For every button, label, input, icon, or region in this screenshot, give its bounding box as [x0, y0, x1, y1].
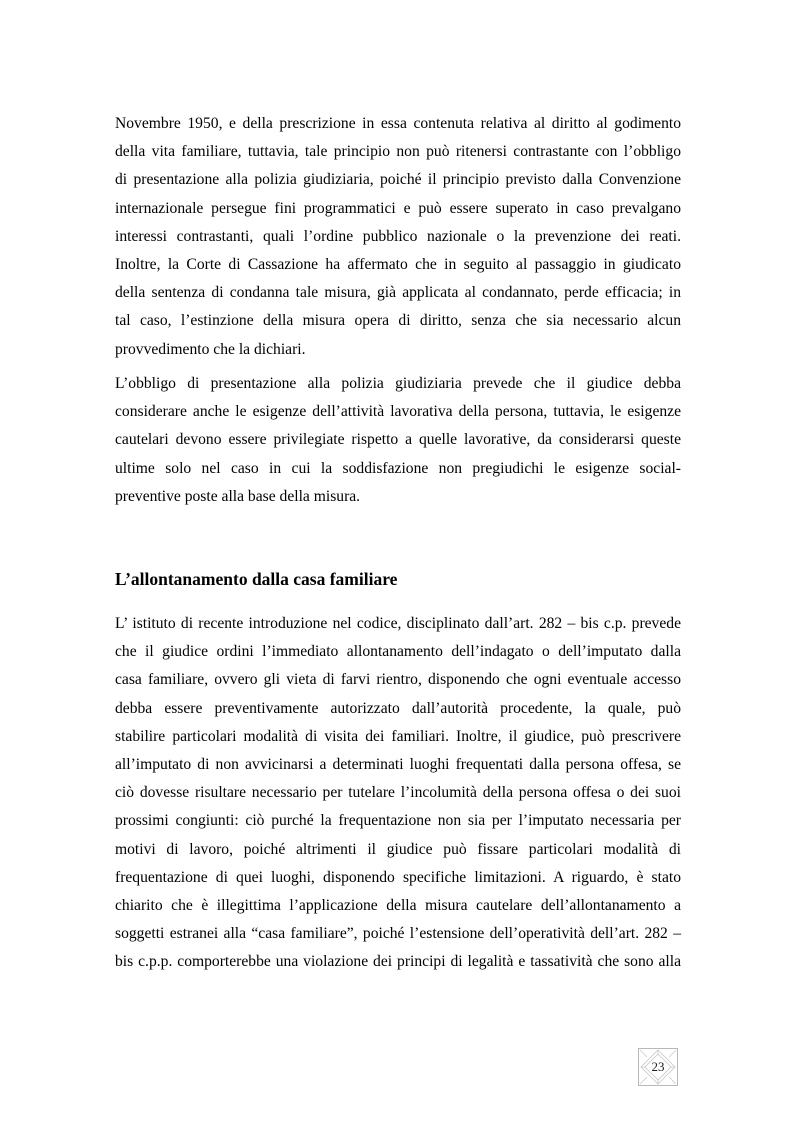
- text-line: debba essere preventivamente autorizzato dall’autorità procedente, la quale, può: [115, 699, 681, 717]
- text-line: prossimi congiunti: ciò purché la frequentazione non sia per l’imputato necessaria per: [115, 812, 681, 830]
- text-line: che il giudice ordini l’immediato allontanamento dell’indagato o dell’imputato dalla: [115, 643, 681, 661]
- section-heading: L’allontanamento dalla casa familiare: [115, 569, 398, 589]
- text-line: considerare anche le esigenze dell’attività lavorativa della persona, tuttavia, le esigenze: [115, 403, 681, 421]
- text-line: Novembre 1950, e della prescrizione in essa contenuta relativa al diritto al godimento: [115, 115, 681, 132]
- text-line: all’imputato di non avvicinarsi a determinati luoghi frequentati dalla persona offesa, se: [115, 755, 681, 773]
- text-line: di presentazione alla polizia giudiziaria, poiché il principio previsto dalla Convenzione: [115, 171, 681, 189]
- text-line: stabilire particolari modalità di visita dei familiari. Inoltre, il giudice, può prescrivere: [115, 727, 681, 745]
- text-line: bis c.p.p. comporterebbe una violazione dei principi di legalità e tassatività che sono alla: [115, 953, 681, 971]
- text-line: L’obbligo di presentazione alla polizia giudiziaria prevede che il giudice debba: [115, 375, 681, 392]
- page-number: 23: [651, 1059, 665, 1074]
- paragraph-1: [115, 110, 681, 364]
- text-line: motivi di lavoro, poiché altrimenti il giudice può fissare particolari modalità di: [115, 840, 681, 858]
- text-line: L’ istituto di recente introduzione nel codice, disciplinato dall’art. 282 – bis c.p. prevede: [115, 615, 681, 632]
- text-line: ultime solo nel caso in cui la soddisfazione non pregiudichi le esigenze social-: [115, 459, 681, 477]
- text-line: Inoltre, la Corte di Cassazione ha affermato che in seguito al passaggio in giudicato: [115, 255, 681, 273]
- paragraph-2: [115, 370, 681, 511]
- paragraph-3: [115, 610, 681, 976]
- text-line: provvedimento che la dichiari.: [115, 340, 306, 358]
- text-line: ciò dovesse risultare necessario per tutelare l’incolumità della persona offesa o dei suoi: [115, 784, 681, 802]
- text-line: casa familiare, ovvero gli vieta di farvi rientro, disponendo che ogni eventuale accesso: [115, 671, 681, 689]
- text-line: internazionale persegue fini programmatici e può essere superato in caso prevalgano: [115, 199, 681, 217]
- text-line: frequentazione di quei luoghi, disponendo specifiche limitazioni. A riguardo, è stato: [115, 868, 681, 886]
- text-line: della vita familiare, tuttavia, tale principio non può ritenersi contrastante con l’obbligo: [115, 143, 681, 161]
- text-line: cautelari devono essere privilegiate rispetto a quelle lavorative, da considerarsi queste: [115, 431, 681, 449]
- text-line: tal caso, l’estinzione della misura opera di diritto, senza che sia necessario alcun: [115, 312, 681, 330]
- page-number-badge: [637, 1047, 679, 1087]
- text-line: soggetti estranei alla “casa familiare”, poiché l’estensione dell’operatività dell’art. 282 –: [115, 925, 681, 943]
- text-line: chiarito che è illegittima l’applicazione della misura cautelare dell’allontanamento a: [115, 896, 681, 914]
- text-line: preventive poste alla base della misura.: [115, 487, 361, 505]
- text-line: della sentenza di condanna tale misura, già applicata al condannato, perde efficacia; in: [115, 284, 681, 302]
- text-line: interessi contrastanti, quali l’ordine pubblico nazionale o la prevenzione dei reati.: [115, 227, 681, 245]
